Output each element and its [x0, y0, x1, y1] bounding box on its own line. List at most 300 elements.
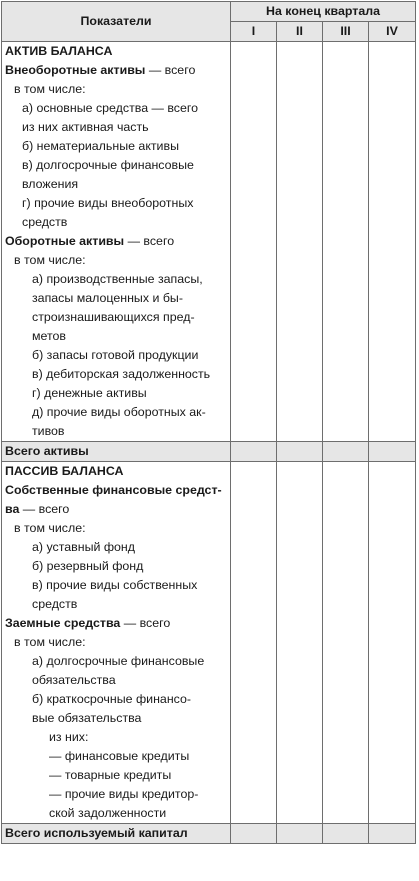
row-label-bold: Заемные средства	[5, 616, 121, 630]
row-label-text: в) прочие виды собственных	[32, 578, 198, 592]
table-row	[2, 652, 416, 671]
table-row	[2, 442, 416, 462]
quarter-value-cell	[369, 251, 416, 270]
row-label	[2, 747, 231, 766]
quarter-value-cell	[323, 690, 369, 709]
quarter-value-cell	[369, 500, 416, 519]
quarter-value-cell	[231, 327, 277, 346]
quarter-value-cell	[323, 270, 369, 289]
header-quarter-2: II	[277, 22, 323, 42]
row-label-text: Всего активы	[5, 444, 89, 458]
quarter-value-cell	[231, 99, 277, 118]
quarter-value-cell	[323, 557, 369, 576]
quarter-value-cell	[369, 403, 416, 422]
quarter-value-cell	[323, 232, 369, 251]
quarter-value-cell	[277, 785, 323, 804]
quarter-value-cell	[277, 137, 323, 156]
row-label	[2, 289, 231, 308]
table-row	[2, 61, 416, 80]
row-label-bold: Оборотные активы	[5, 234, 125, 248]
quarter-value-cell	[323, 213, 369, 232]
quarter-value-cell	[369, 538, 416, 557]
table-row	[2, 422, 416, 442]
row-label	[2, 251, 231, 270]
row-label	[2, 728, 231, 747]
quarter-value-cell	[231, 308, 277, 327]
table-row	[2, 481, 416, 500]
quarter-value-cell	[277, 270, 323, 289]
row-label-bold: Собственные финансовые средст-	[5, 483, 222, 497]
quarter-value-cell	[369, 346, 416, 365]
row-label	[2, 576, 231, 595]
row-label-text: г) прочие виды внеоборотных	[22, 196, 194, 210]
table-row	[2, 289, 416, 308]
row-label	[2, 462, 231, 482]
quarter-value-cell	[369, 213, 416, 232]
quarter-value-cell	[323, 308, 369, 327]
quarter-value-cell	[277, 766, 323, 785]
quarter-value-cell	[369, 747, 416, 766]
quarter-value-cell	[323, 824, 369, 844]
quarter-value-cell	[277, 308, 323, 327]
quarter-value-cell	[231, 422, 277, 442]
row-label-rest: — всего	[120, 616, 171, 630]
quarter-value-cell	[369, 327, 416, 346]
quarter-value-cell	[369, 671, 416, 690]
row-label	[2, 766, 231, 785]
table-row	[2, 232, 416, 251]
row-label-text: средств	[32, 597, 78, 611]
quarter-value-cell	[231, 557, 277, 576]
quarter-value-cell	[231, 690, 277, 709]
quarter-value-cell	[323, 633, 369, 652]
quarter-value-cell	[323, 289, 369, 308]
row-label	[2, 42, 231, 62]
row-label	[2, 595, 231, 614]
table-row	[2, 308, 416, 327]
row-label-text: ПАССИВ БАЛАНСА	[5, 464, 124, 478]
quarter-value-cell	[323, 327, 369, 346]
quarter-value-cell	[231, 194, 277, 213]
row-label	[2, 346, 231, 365]
quarter-value-cell	[369, 308, 416, 327]
table-row	[2, 747, 416, 766]
row-label-text: а) уставный фонд	[32, 540, 135, 554]
row-label	[2, 538, 231, 557]
row-label	[2, 614, 231, 633]
quarter-value-cell	[369, 462, 416, 482]
quarter-value-cell	[277, 289, 323, 308]
row-label-text: в) долгосрочные финансовые	[22, 158, 194, 172]
table-row	[2, 728, 416, 747]
quarter-value-cell	[369, 270, 416, 289]
header-quarter-4: IV	[369, 22, 416, 42]
quarter-value-cell	[323, 652, 369, 671]
quarter-value-cell	[277, 652, 323, 671]
quarter-value-cell	[369, 99, 416, 118]
row-label	[2, 99, 231, 118]
row-label	[2, 137, 231, 156]
quarter-value-cell	[277, 156, 323, 175]
quarter-value-cell	[369, 384, 416, 403]
quarter-value-cell	[277, 481, 323, 500]
quarter-value-cell	[231, 137, 277, 156]
row-label	[2, 365, 231, 384]
table-row	[2, 213, 416, 232]
quarter-value-cell	[369, 728, 416, 747]
quarter-value-cell	[323, 384, 369, 403]
quarter-value-cell	[277, 403, 323, 422]
row-label-text: — финансовые кредиты	[49, 749, 190, 763]
table-row	[2, 462, 416, 482]
quarter-value-cell	[277, 365, 323, 384]
quarter-value-cell	[369, 766, 416, 785]
quarter-value-cell	[323, 595, 369, 614]
row-label	[2, 175, 231, 194]
row-label-text: средств	[22, 215, 68, 229]
quarter-value-cell	[369, 80, 416, 99]
table-row	[2, 118, 416, 137]
row-label	[2, 557, 231, 576]
quarter-value-cell	[369, 442, 416, 462]
quarter-value-cell	[231, 156, 277, 175]
quarter-value-cell	[277, 232, 323, 251]
quarter-value-cell	[369, 709, 416, 728]
row-label	[2, 327, 231, 346]
row-label-text: АКТИВ БАЛАНСА	[5, 44, 113, 58]
row-label-text: Всего используемый капитал	[5, 826, 188, 840]
row-label	[2, 442, 231, 462]
quarter-value-cell	[231, 766, 277, 785]
quarter-value-cell	[323, 118, 369, 137]
quarter-value-cell	[369, 232, 416, 251]
quarter-value-cell	[323, 766, 369, 785]
quarter-value-cell	[323, 42, 369, 62]
row-label	[2, 61, 231, 80]
quarter-value-cell	[323, 175, 369, 194]
quarter-value-cell	[231, 61, 277, 80]
row-label-text: д) прочие виды оборотных ак-	[32, 405, 206, 419]
quarter-value-cell	[369, 576, 416, 595]
row-label-text: вые обязательства	[32, 711, 142, 725]
quarter-value-cell	[323, 785, 369, 804]
row-label	[2, 232, 231, 251]
table-row	[2, 42, 416, 62]
quarter-value-cell	[277, 614, 323, 633]
row-label-text: в) дебиторская задолженность	[32, 367, 211, 381]
row-label	[2, 785, 231, 804]
quarter-value-cell	[231, 728, 277, 747]
quarter-value-cell	[323, 61, 369, 80]
row-label	[2, 156, 231, 175]
quarter-value-cell	[277, 519, 323, 538]
quarter-value-cell	[369, 175, 416, 194]
row-label-text: в том числе:	[14, 253, 86, 267]
row-label	[2, 422, 231, 442]
header-quarter-3: III	[323, 22, 369, 42]
row-label	[2, 481, 231, 500]
table-row	[2, 80, 416, 99]
quarter-value-cell	[277, 633, 323, 652]
row-label	[2, 500, 231, 519]
quarter-value-cell	[323, 346, 369, 365]
quarter-value-cell	[323, 194, 369, 213]
row-label	[2, 519, 231, 538]
row-label	[2, 804, 231, 824]
table-row	[2, 576, 416, 595]
table-row	[2, 384, 416, 403]
row-label	[2, 824, 231, 844]
row-label-text: в том числе:	[14, 82, 86, 96]
quarter-value-cell	[323, 80, 369, 99]
quarter-value-cell	[323, 156, 369, 175]
quarter-value-cell	[231, 289, 277, 308]
table-row	[2, 766, 416, 785]
table-row	[2, 365, 416, 384]
quarter-value-cell	[277, 709, 323, 728]
quarter-value-cell	[277, 462, 323, 482]
row-label-text: обязательства	[32, 673, 116, 687]
quarter-value-cell	[277, 804, 323, 824]
row-label-text: — товарные кредиты	[49, 768, 172, 782]
quarter-value-cell	[323, 538, 369, 557]
quarter-value-cell	[277, 557, 323, 576]
table-row	[2, 824, 416, 844]
row-label-text: метов	[32, 329, 67, 343]
table-row	[2, 327, 416, 346]
quarter-value-cell	[231, 747, 277, 766]
row-label	[2, 80, 231, 99]
quarter-value-cell	[277, 442, 323, 462]
quarter-value-cell	[231, 804, 277, 824]
quarter-value-cell	[323, 500, 369, 519]
quarter-value-cell	[323, 709, 369, 728]
quarter-value-cell	[277, 422, 323, 442]
quarter-value-cell	[231, 709, 277, 728]
quarter-value-cell	[277, 576, 323, 595]
quarter-value-cell	[231, 462, 277, 482]
table-row	[2, 709, 416, 728]
table-row	[2, 403, 416, 422]
quarter-value-cell	[277, 824, 323, 844]
quarter-value-cell	[231, 175, 277, 194]
quarter-value-cell	[369, 595, 416, 614]
quarter-value-cell	[231, 824, 277, 844]
quarter-value-cell	[277, 346, 323, 365]
table-body	[2, 42, 416, 844]
table-row	[2, 538, 416, 557]
quarter-value-cell	[323, 442, 369, 462]
row-label	[2, 671, 231, 690]
row-label-text: вложения	[22, 177, 79, 191]
quarter-value-cell	[323, 671, 369, 690]
quarter-value-cell	[277, 500, 323, 519]
table-row	[2, 500, 416, 519]
row-label-bold: Внеоборотные активы	[5, 63, 146, 77]
quarter-value-cell	[323, 403, 369, 422]
quarter-value-cell	[277, 80, 323, 99]
quarter-value-cell	[277, 538, 323, 557]
row-label	[2, 690, 231, 709]
quarter-value-cell	[323, 251, 369, 270]
quarter-value-cell	[231, 118, 277, 137]
quarter-value-cell	[231, 671, 277, 690]
header-quarter-1: I	[231, 22, 277, 42]
table-row	[2, 614, 416, 633]
quarter-value-cell	[277, 61, 323, 80]
header-indicators: Показатели	[2, 2, 231, 42]
quarter-value-cell	[277, 671, 323, 690]
quarter-value-cell	[277, 213, 323, 232]
quarter-value-cell	[277, 194, 323, 213]
quarter-value-cell	[231, 785, 277, 804]
quarter-value-cell	[323, 481, 369, 500]
quarter-value-cell	[369, 824, 416, 844]
quarter-value-cell	[369, 137, 416, 156]
quarter-value-cell	[369, 690, 416, 709]
quarter-value-cell	[231, 213, 277, 232]
quarter-value-cell	[277, 595, 323, 614]
quarter-value-cell	[231, 403, 277, 422]
row-label-text: а) основные средства — всего	[22, 101, 199, 115]
table-row	[2, 194, 416, 213]
quarter-value-cell	[231, 365, 277, 384]
table-row	[2, 557, 416, 576]
quarter-value-cell	[323, 365, 369, 384]
row-label-text: в том числе:	[14, 635, 86, 649]
quarter-value-cell	[231, 346, 277, 365]
row-label-rest: — всего	[145, 63, 196, 77]
quarter-value-cell	[231, 270, 277, 289]
quarter-value-cell	[369, 804, 416, 824]
quarter-value-cell	[323, 137, 369, 156]
quarter-value-cell	[231, 80, 277, 99]
quarter-value-cell	[231, 42, 277, 62]
quarter-value-cell	[231, 384, 277, 403]
table-row	[2, 785, 416, 804]
row-label-text: б) краткосрочные финансо-	[32, 692, 192, 706]
quarter-value-cell	[231, 614, 277, 633]
table-row	[2, 519, 416, 538]
quarter-value-cell	[369, 481, 416, 500]
row-label-text: из них:	[49, 730, 89, 744]
table-row	[2, 595, 416, 614]
quarter-value-cell	[323, 576, 369, 595]
quarter-value-cell	[369, 365, 416, 384]
table-row	[2, 633, 416, 652]
quarter-value-cell	[231, 442, 277, 462]
quarter-value-cell	[277, 175, 323, 194]
quarter-value-cell	[369, 42, 416, 62]
row-label-text: в том числе:	[14, 521, 86, 535]
quarter-value-cell	[323, 747, 369, 766]
quarter-value-cell	[323, 99, 369, 118]
row-label	[2, 118, 231, 137]
quarter-value-cell	[323, 422, 369, 442]
quarter-value-cell	[231, 633, 277, 652]
quarter-value-cell	[231, 519, 277, 538]
row-label	[2, 194, 231, 213]
quarter-value-cell	[369, 785, 416, 804]
row-label	[2, 633, 231, 652]
row-label-rest: — всего	[19, 502, 70, 516]
quarter-value-cell	[277, 728, 323, 747]
quarter-value-cell	[369, 118, 416, 137]
row-label-text: из них активная часть	[22, 120, 149, 134]
row-label	[2, 652, 231, 671]
header-quarter-end: На конец квартала	[231, 2, 416, 22]
quarter-value-cell	[231, 652, 277, 671]
row-label-text: б) запасы готовой продукции	[32, 348, 199, 362]
table-row	[2, 270, 416, 289]
quarter-value-cell	[369, 557, 416, 576]
quarter-value-cell	[231, 481, 277, 500]
row-label-text: запасы малоценных и бы-	[32, 291, 183, 305]
quarter-value-cell	[277, 747, 323, 766]
table-row	[2, 137, 416, 156]
table-row	[2, 99, 416, 118]
quarter-value-cell	[277, 99, 323, 118]
table-row	[2, 804, 416, 824]
row-label-text: б) нематериальные активы	[22, 139, 179, 153]
quarter-value-cell	[323, 804, 369, 824]
quarter-value-cell	[323, 519, 369, 538]
quarter-value-cell	[369, 633, 416, 652]
balance-sheet-table-wrapper	[1, 1, 415, 844]
quarter-value-cell	[231, 576, 277, 595]
table-row	[2, 156, 416, 175]
row-label-rest: — всего	[124, 234, 175, 248]
quarter-value-cell	[369, 61, 416, 80]
quarter-value-cell	[323, 614, 369, 633]
quarter-value-cell	[277, 118, 323, 137]
row-label-text: б) резервный фонд	[32, 559, 144, 573]
quarter-value-cell	[231, 538, 277, 557]
quarter-value-cell	[369, 194, 416, 213]
quarter-value-cell	[231, 500, 277, 519]
row-label-bold: ва	[5, 502, 20, 516]
row-label	[2, 384, 231, 403]
quarter-value-cell	[369, 422, 416, 442]
quarter-value-cell	[231, 251, 277, 270]
row-label	[2, 308, 231, 327]
row-label	[2, 270, 231, 289]
quarter-value-cell	[231, 595, 277, 614]
quarter-value-cell	[277, 327, 323, 346]
row-label	[2, 403, 231, 422]
table-row	[2, 251, 416, 270]
row-label-text: — прочие виды кредитор-	[49, 787, 199, 801]
quarter-value-cell	[369, 652, 416, 671]
quarter-value-cell	[369, 519, 416, 538]
row-label-text: ской задолженности	[49, 806, 167, 820]
row-label	[2, 709, 231, 728]
table-row	[2, 175, 416, 194]
row-label-text: а) производственные запасы,	[32, 272, 203, 286]
row-label-text: тивов	[32, 424, 65, 438]
quarter-value-cell	[323, 728, 369, 747]
row-label	[2, 213, 231, 232]
quarter-value-cell	[277, 690, 323, 709]
table-row	[2, 671, 416, 690]
row-label-text: г) денежные активы	[32, 386, 147, 400]
quarter-value-cell	[231, 232, 277, 251]
quarter-value-cell	[277, 384, 323, 403]
quarter-value-cell	[323, 462, 369, 482]
row-label-text: строизнашивающихся пред-	[32, 310, 195, 324]
table-row	[2, 690, 416, 709]
quarter-value-cell	[369, 156, 416, 175]
